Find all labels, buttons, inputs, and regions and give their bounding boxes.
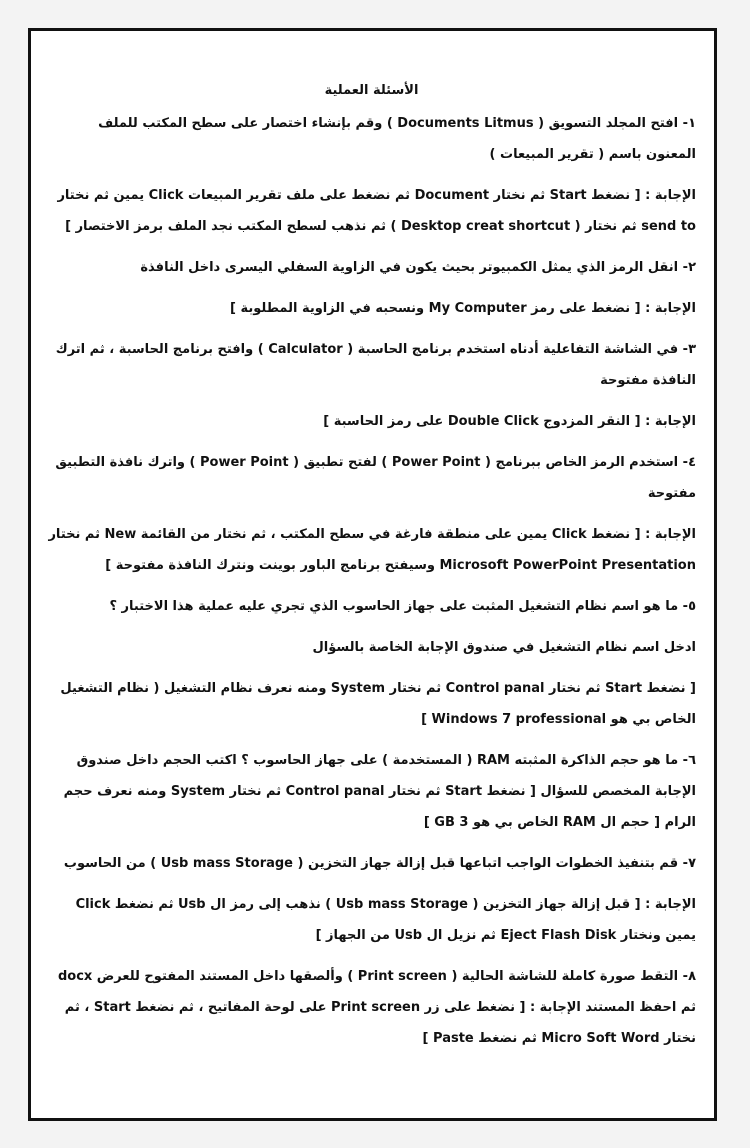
answer-4: الإجابة : [ نضغط Click يمين على منطقة فارغة في سطح المكتب ، ثم نختار من القائمة New ثم نختار Microsoft PowerPoint Presentation وسيفتح برنامج الباور بوينت ونترك النافذة مفتوحة ]: [48, 527, 696, 573]
question-2: ٢- انقل الرمز الذي يمثل الكمبيوتر بحيث يكون في الزاوية السفلي اليسرى داخل النافذة: [140, 260, 696, 275]
page-title: الأسئلة العملية: [324, 83, 419, 98]
document-content: [47, 75, 696, 1062]
answer-3: الإجابة : [ النقر المزدوج Double Click على رمز الحاسبة ]: [323, 414, 696, 429]
question-5-instruction: ادخل اسم نظام التشغيل في صندوق الإجابة الخاصة بالسؤال: [312, 640, 696, 655]
question-7: ٧- قم بتنفيذ الخطوات الواجب اتباعها قبل إزالة جهاز التخزين ( Usb mass Storage ) من الحاسوب: [63, 856, 696, 871]
answer-2: الإجابة : [ نضغط على رمز My Computer ونسحبه في الزاوية المطلوبة ]: [230, 301, 696, 316]
answer-7: الإجابة : [ قبل إزالة جهاز التخزين ( Usb mass Storage ) نذهب إلى رمز ال Usb ثم نضغط Click يمين ونختار Eject Flash Disk ثم نزيل ال Usb من الجهاز ]: [75, 897, 696, 943]
document-page: [28, 28, 717, 1121]
question-1: ١- افتح المجلد التسويق ( Documents Litmus ) وقم بإنشاء اختصار على سطح المكتب للملف المعنون باسم ( تقرير المبيعات ): [98, 116, 696, 162]
answer-1: الإجابة : [ نضغط Start ثم نختار Document ثم نضغط على ملف تقرير المبيعات Click يمين ثم نختار send to ثم نختار ( Desktop creat shortcut ) ثم نذهب لسطح المكتب نجد الملف برمز الاختصار ]: [57, 188, 696, 234]
question-3: ٣- في الشاشة التفاعلية أدناه استخدم برنامج الحاسبة ( Calculator ) وافتح برنامج الحاسبة ، ثم اترك النافذة مفتوحة: [55, 342, 696, 388]
answer-5: [ نضغط Start ثم نختار Control panal ثم نختار System ومنه نعرف نظام التشغيل ( نظام التشغيل الخاص بي هو Windows 7 professional ]: [60, 681, 696, 727]
question-8: ٨- التقط صورة كاملة للشاشة الحالية ( Print screen ) وألصقها داخل المستند المفتوح للعرض docx ثم احفظ المستند الإجابة : [ نضغط على زر Print screen على لوحة المفاتيح ، ثم نضغط Start ، ثم نختار Micro Soft Word ثم نضغط Paste ]: [57, 969, 696, 1046]
question-5: ٥- ما هو اسم نظام التشغيل المثبت على جهاز الحاسوب الذي تجري عليه عملية هذا الاختبار ؟: [109, 599, 696, 614]
question-4: ٤- استخدم الرمز الخاص ببرنامج ( Power Point ) لفتح تطبيق ( Power Point ) واترك نافذة التطبيق مفتوحة: [55, 455, 696, 501]
question-6: ٦- ما هو حجم الذاكرة المثبته RAM ( المستخدمة ) على جهاز الحاسوب ؟ اكتب الحجم داخل صندوق الإجابة المخصص للسؤال [ نضغط Start ثم نختار Control panal ثم نختار System ومنه نعرف حجم الرام [ حجم ال RAM الخاص بي هو 3 GB ]: [63, 753, 696, 830]
